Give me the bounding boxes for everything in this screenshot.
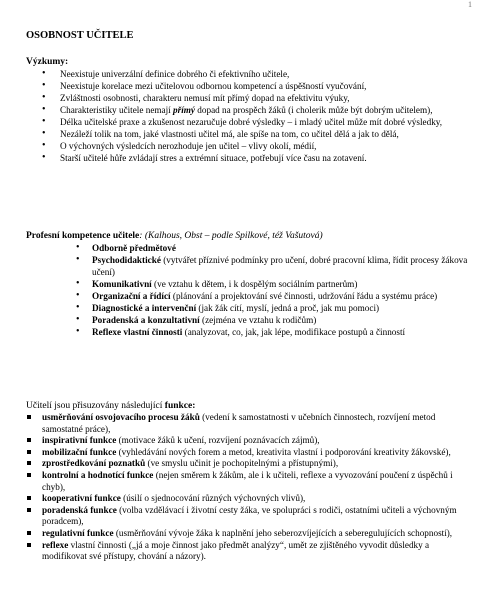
list-item: [26, 68, 478, 80]
item-text-post: dopad na prospěch žáků (i cholerik může být dobrým učitelem),: [194, 105, 433, 115]
item-text: Nezáleží tolik na tom, jaké vlastnosti učitel má, ale spíše na tom, co učitel dělá a jak to dělá,: [60, 129, 399, 139]
funkce-intro: Učitelí jsou přisuzovány následující: [26, 401, 165, 411]
kompetence-heading: Profesní kompetence učitele: [26, 231, 140, 241]
function-desc: vlastní činnosti („já a moje činnost jako předmět analýzy“, umět ze zjištěného vyvodit důsledky a modifikovat své přístupy, chování a názory).: [42, 539, 430, 562]
competence-name: Poradenská a konzultativní: [92, 315, 200, 325]
function-name: zprostředkování poznatků: [42, 458, 146, 469]
item-text: Zvláštnosti osobnosti, charakteru nemusí mít přímý dopad na efektivitu výuky,: [60, 93, 350, 103]
list-item: [26, 505, 474, 528]
function-desc: (vedení k samostatnosti v učebních činnostech, rozvíjení metod samostatné práce),: [42, 412, 436, 434]
list-item: [26, 152, 478, 164]
list-item: [26, 326, 478, 338]
function-desc: (úsilí o sjednocování různých výchovných vlivů),: [120, 493, 306, 504]
vyzkumy-list: [26, 68, 478, 164]
list-item: [26, 254, 478, 278]
competence-name: Komunikativní: [92, 279, 152, 289]
document-title: OSOBNOST UČITELE: [26, 30, 134, 41]
competence-name: Psychodidaktické: [92, 255, 161, 265]
vyzkumy-section: [26, 56, 478, 164]
list-item: [26, 528, 474, 540]
function-name: reflexe: [42, 539, 69, 550]
list-item: [26, 128, 478, 140]
competence-name: Diagnostické a intervenční: [92, 303, 197, 313]
item-text: Starší učitelé hůře zvládají stres a extrémní situace, potřebují více času na zotavení.: [60, 153, 367, 163]
kompetence-list: [26, 242, 478, 338]
list-item: [26, 140, 478, 152]
list-item: [26, 278, 478, 290]
item-text: O výchovných výsledcích nerozhoduje jen učitel – vlivy okolí, médií,: [60, 141, 317, 151]
funkce-section: [26, 400, 474, 563]
function-desc: (volba vzdělávací i životní cesty žáka, ve spolupráci s rodiči, ostatními učiteli a výchovným poradcem),: [42, 504, 457, 527]
function-desc: (vyhledávání nových forem a metod, kreativita vlastní i podporování kreativity žákovské),: [116, 446, 451, 457]
list-item: [26, 435, 474, 447]
list-item: [26, 493, 474, 505]
competence-name: Odborně předmětové: [92, 243, 176, 253]
item-text: Neexistuje korelace mezi učitelovou odbornou kompetencí a úspěšností vyučování,: [60, 81, 367, 91]
function-name: kooperativní funkce: [42, 493, 121, 504]
page-number: 1: [468, 0, 472, 9]
competence-desc: (ve vztahu k dětem, i k dospělým sociálním partnerům): [151, 279, 358, 289]
function-name: kontrolní a hodnotící funkce: [42, 469, 154, 480]
list-item: [26, 104, 478, 116]
list-item: [26, 290, 478, 302]
function-desc: (motivace žáků k učení, rozvíjení poznávacích zájmů),: [116, 435, 320, 446]
competence-desc: (vytvářet příznivé podmínky pro učení, dobré pracovní klima, řídit procesy žákova učení): [92, 255, 468, 277]
vyzkumy-heading: Výzkumy:: [26, 57, 69, 67]
list-item: [26, 92, 478, 104]
list-item: [26, 412, 474, 435]
list-item: [26, 540, 474, 563]
competence-name: Organizační a řídící: [92, 291, 171, 301]
item-text: Délka učitelské praxe a zkušenost nezaručuje dobré výsledky – i mladý učitel může mít dobré výsledky,: [60, 117, 443, 127]
list-item: [26, 470, 474, 493]
list-item: [26, 242, 478, 254]
function-name: usměrňování osvojovacího procesu žáků: [42, 412, 200, 422]
list-item: [26, 302, 478, 314]
function-name: regulativní funkce: [42, 527, 114, 538]
competence-desc: (jak žák cítí, myslí, jedná a proč, jak mu pomoci): [196, 303, 380, 313]
function-name: mobilizační funkce: [42, 446, 117, 457]
function-desc: (nejen směrem k žákům, ale i k učiteli, reflexe a vyvozování poučení z úspěchů i chyb),: [42, 469, 453, 492]
item-emphasis: přímý: [173, 105, 195, 115]
list-item: [26, 116, 478, 128]
funkce-list: [26, 412, 474, 563]
item-text: Neexistuje univerzální definice dobrého či efektivního učitele,: [60, 69, 290, 79]
kompetence-heading-line: [26, 230, 478, 242]
list-item: [26, 447, 474, 459]
competence-desc: (zejména ve vztahu k rodičům): [199, 315, 317, 325]
function-name: poradenská funkce: [42, 504, 117, 515]
function-name: inspirativní funkce: [42, 435, 117, 446]
kompetence-source: : (Kalhous, Obst – podle Spilkové, též Vašutová): [139, 231, 323, 241]
function-desc: (usměrňování vývoje žáka k naplnění jeho seberozvíjejících a seberegulujících schopností),: [113, 527, 453, 538]
function-desc: (ve smyslu učinit je pochopitelnými a přístupnými),: [145, 458, 339, 469]
competence-desc: (analyzovat, co, jak, jak lépe, modifikace postupů a činností: [182, 327, 406, 337]
funkce-intro-line: [26, 400, 474, 412]
competence-desc: (plánování a projektování své činnosti, udržování řádu a systému práce): [170, 291, 438, 301]
kompetence-section: [26, 230, 478, 338]
list-item: [26, 458, 474, 470]
list-item: [26, 80, 478, 92]
funkce-intro-bold: funkce:: [164, 401, 196, 411]
item-text-pre: Charakteristiky učitele nemají: [60, 105, 174, 115]
list-item: [26, 314, 478, 326]
competence-name: Reflexe vlastní činnosti: [92, 327, 183, 337]
